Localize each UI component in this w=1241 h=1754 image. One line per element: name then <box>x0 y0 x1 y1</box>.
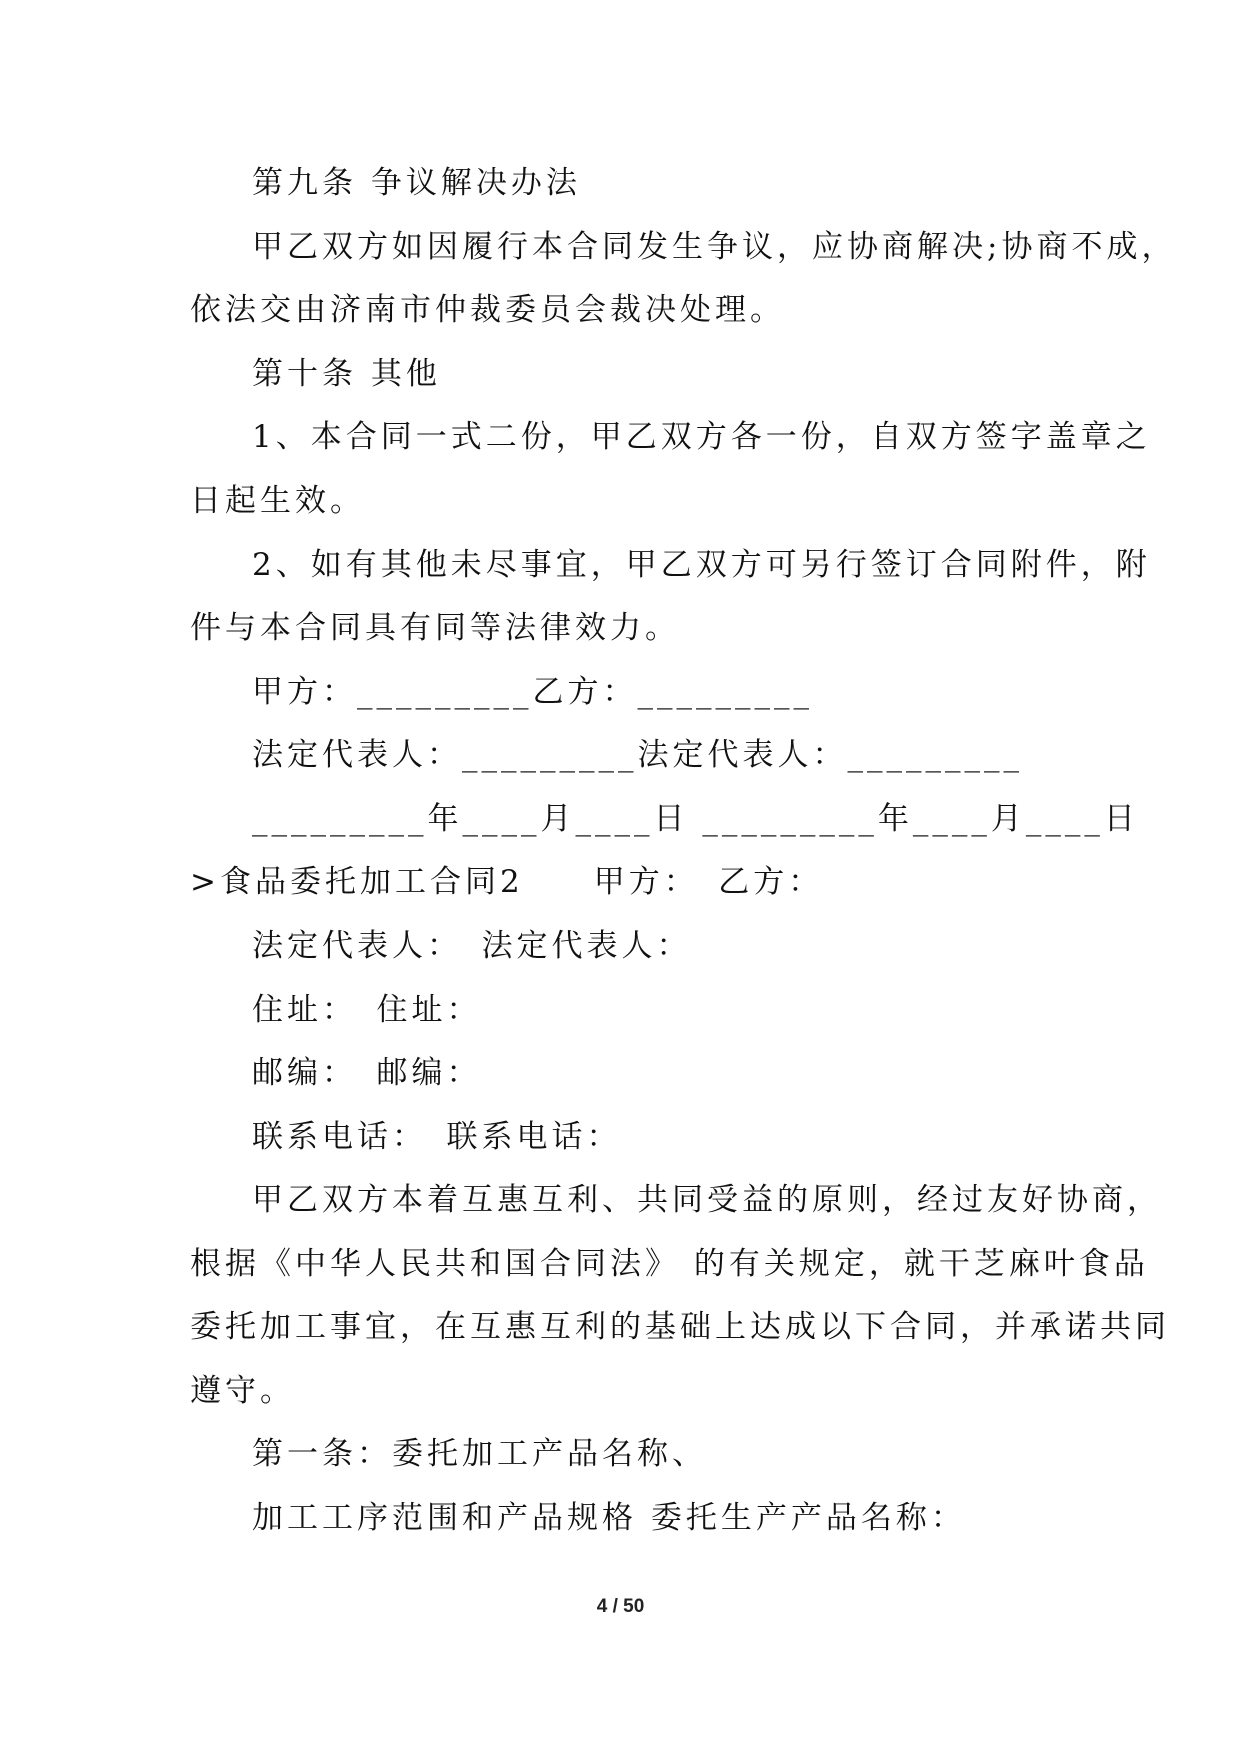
paragraph-line: 委托加工事宜，在互惠互利的基础上达成以下合同，并承诺共同 <box>190 1309 1170 1345</box>
paragraph-line: 依法交由济南市仲裁委员会裁决处理。 <box>190 292 785 328</box>
signature-date-line: _________年____月____日 _________年____月____日 <box>252 801 1139 837</box>
phone-line: 联系电话： 联系电话： <box>252 1119 622 1155</box>
signature-party-line: 甲方：_________乙方：_________ <box>252 674 813 710</box>
section-1-heading: 第一条：委托加工产品名称、 <box>252 1436 707 1472</box>
section-10-heading: 第十条 其他 <box>252 356 441 392</box>
page-number: 4 / 50 <box>596 1596 645 1617</box>
paragraph-line: 根据《中华人民共和国合同法》 的有关规定，就干芝麻叶食品 <box>190 1246 1149 1282</box>
paragraph-line: 遵守。 <box>190 1373 295 1409</box>
paragraph-line: 甲乙双方本着互惠互利、共同受益的原则，经过友好协商， <box>252 1182 1162 1218</box>
paragraph-line: 加工工序范围和产品规格 委托生产产品名称： <box>252 1500 966 1536</box>
paragraph-line: 件与本合同具有同等法律效力。 <box>190 610 680 646</box>
postcode-line: 邮编： 邮编： <box>252 1055 482 1091</box>
representative-line: 法定代表人： 法定代表人： <box>252 928 692 964</box>
address-line: 住址： 住址： <box>252 992 482 1028</box>
section-9-heading: 第九条 争议解决办法 <box>252 165 581 201</box>
paragraph-line: 2、如有其他未尽事宜，甲乙双方可另行签订合同附件，附 <box>252 547 1151 583</box>
paragraph-line: 1、本合同一式二份，甲乙双方各一份，自双方签字盖章之 <box>252 419 1151 455</box>
contract-2-heading: >食品委托加工合同2 甲方： 乙方： <box>190 864 824 900</box>
paragraph-line: 甲乙双方如因履行本合同发生争议，应协商解决;协商不成， <box>252 229 1177 265</box>
paragraph-line: 日起生效。 <box>190 483 365 519</box>
signature-representative-line: 法定代表人：_________法定代表人：_________ <box>252 737 1023 773</box>
